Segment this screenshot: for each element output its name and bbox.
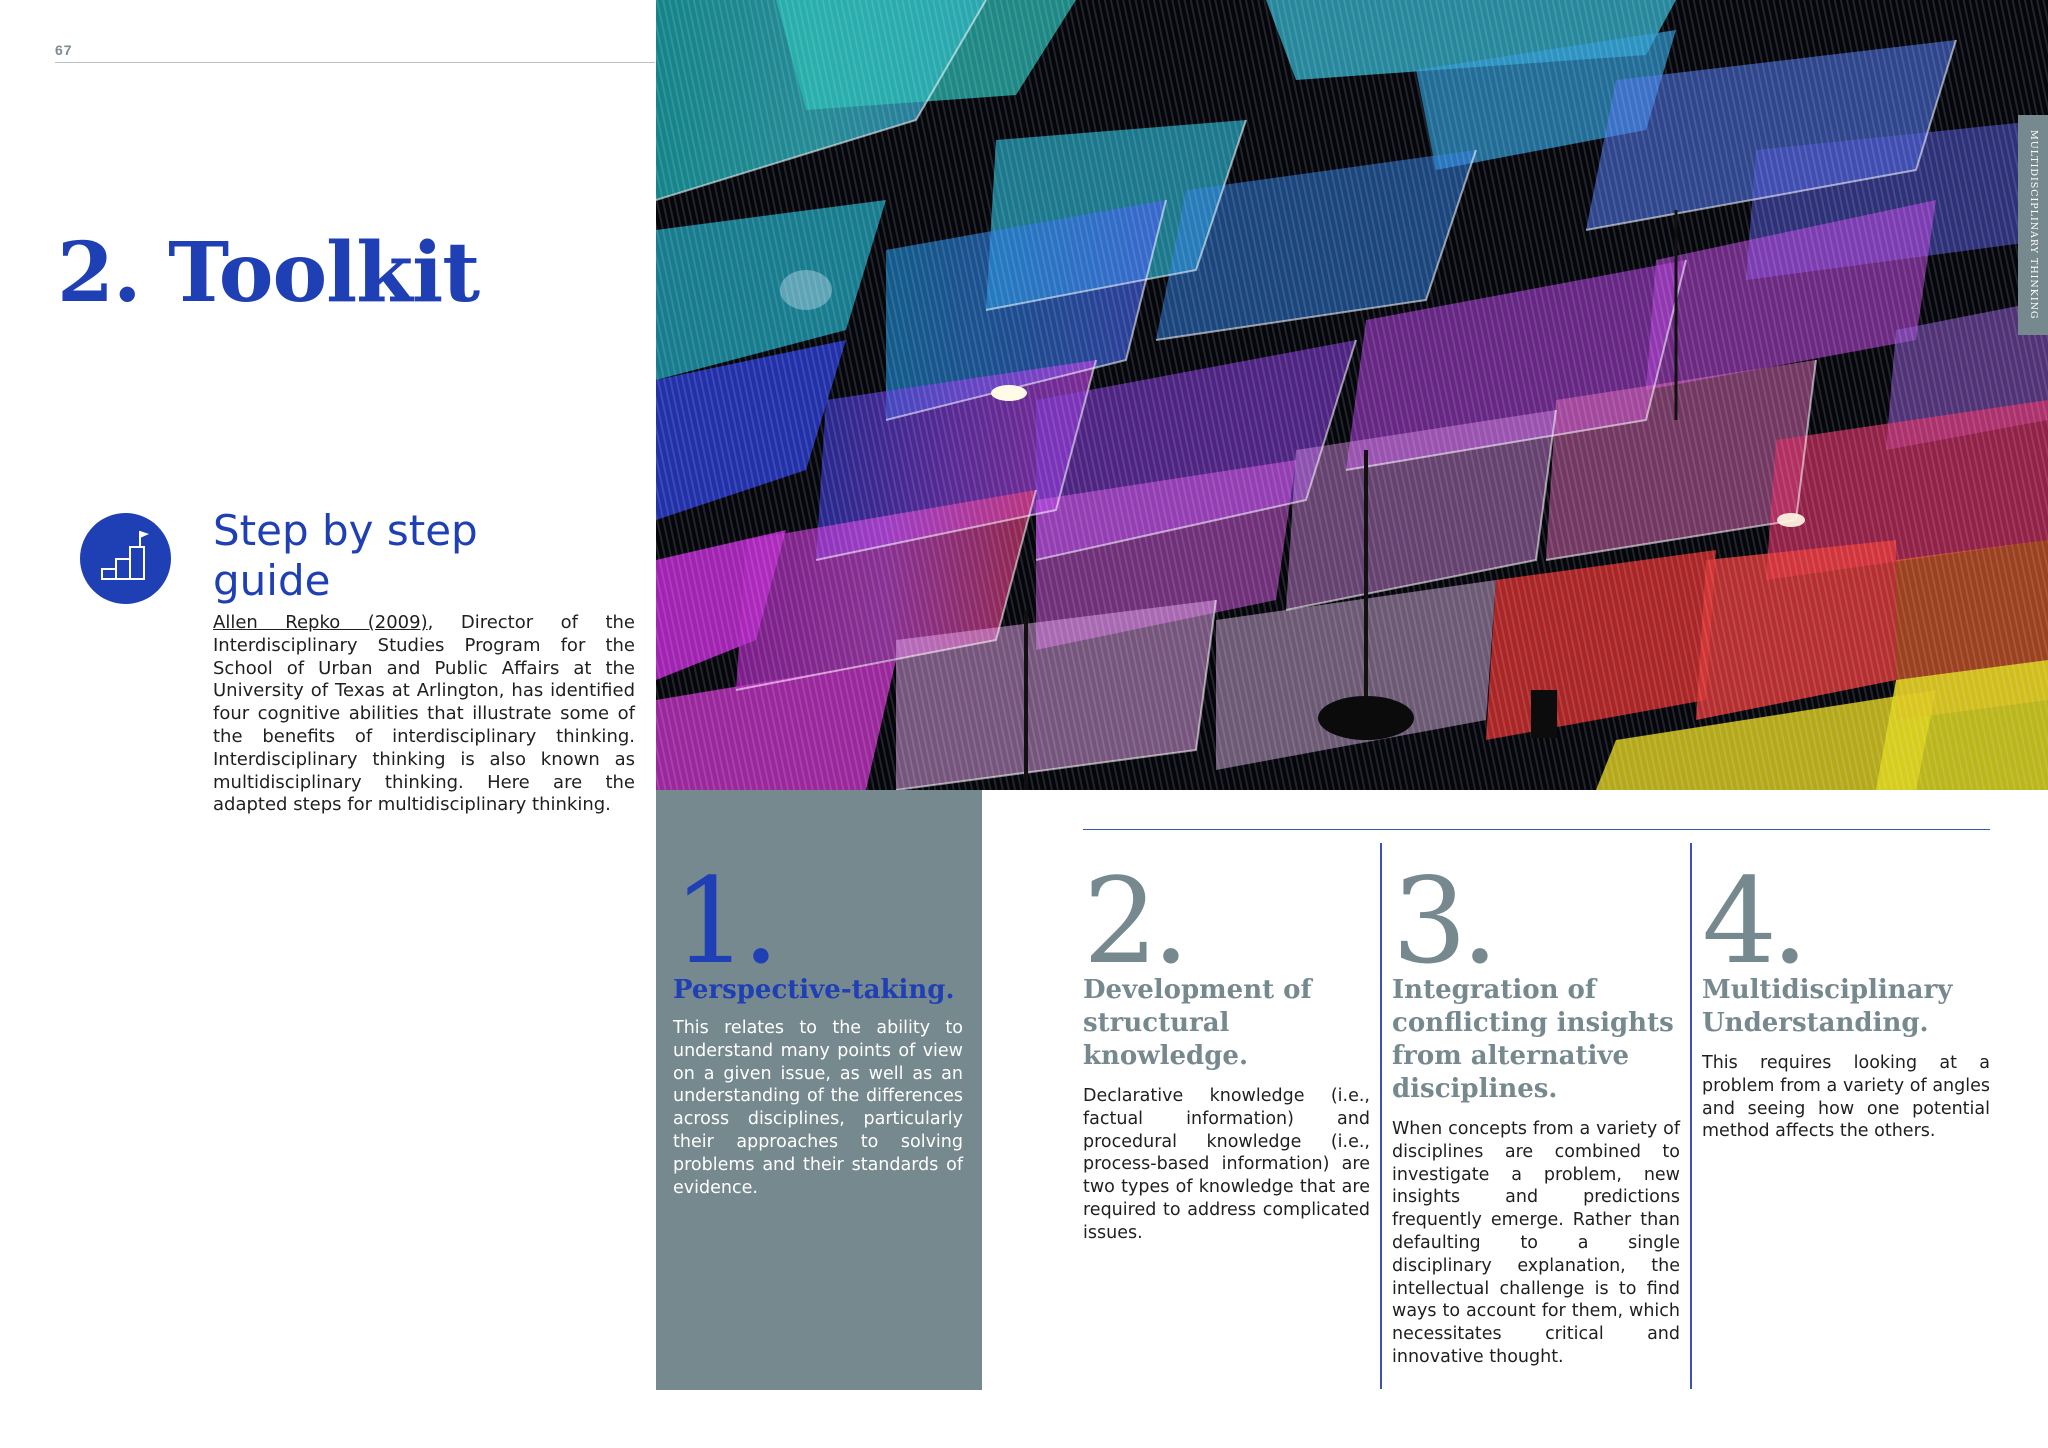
panel-texture	[656, 0, 2048, 790]
step-text: When concepts from a variety of disciplines are combined to investigate a problem, new insights and predictions frequently emerge. Rather than defaulting to a single disciplinary explanation, the intellectual challenge is to find ways to account for them, which necessitates critical and innovative thought.	[1392, 1119, 1680, 1367]
neon-ceiling-panels-photo	[656, 0, 2048, 790]
step-number: 3.	[1392, 852, 1493, 990]
step-text: This relates to the ability to understand many points of view on a given issue, as well as an understanding of the differences across disciplines, particularly their approaches to solving problems and their standards of evidence.	[673, 1018, 963, 1198]
step-multidisciplinary-understanding	[1702, 852, 1990, 1143]
guide-icon-badge	[80, 513, 171, 604]
step-title: Perspective-taking.	[673, 975, 955, 1005]
guide-body: , Director of the Interdisciplinary Studies Program for the School of Urban and Public Affairs at the University of Texas at Arlington, has identified four cognitive abilities that illustrate some of the benefits of interdisciplinary thinking. Interdisciplinary thinking is also known as multidisciplinary thinking. Here are the adapted steps for multidisciplinary thinking.	[213, 612, 635, 816]
guide-citation: Allen Repko (2009)	[213, 612, 428, 633]
page-number: 67	[55, 42, 73, 58]
header-rule	[55, 62, 655, 63]
guide-paragraph	[213, 612, 635, 817]
step-integration	[1392, 852, 1680, 1369]
step-divider-2-3	[1380, 843, 1382, 1389]
guide-heading	[213, 506, 478, 606]
side-tab-text: MULTIDISCIPLINARY THINKING	[2028, 130, 2039, 320]
guide-heading-line-2: guide	[213, 556, 331, 605]
side-tab	[2018, 115, 2048, 335]
step-title: Development of structural knowledge.	[1083, 975, 1312, 1071]
step-text: Declarative knowledge (i.e., factual information) and procedural knowledge (i.e., process-based information) are two types of knowledge that are required to address complicated issues.	[1083, 1086, 1370, 1243]
step-number: 1.	[673, 852, 774, 990]
step-number: 4.	[1702, 852, 1803, 990]
step-structural-knowledge	[1083, 852, 1370, 1245]
guide-heading-line-1: Step by step	[213, 506, 478, 555]
stairs-flag-icon	[80, 513, 171, 604]
step-number: 2.	[1083, 852, 1184, 990]
step-title: Integration of conflicting insights from alternative disciplines.	[1392, 975, 1674, 1104]
hero-image	[656, 0, 2048, 790]
step-title: Multidisciplinary Understanding.	[1702, 975, 1953, 1038]
steps-rule	[1083, 829, 1990, 830]
step-text: This requires looking at a problem from a variety of angles and seeing how one potential method affects the others.	[1702, 1053, 1990, 1142]
step-perspective-taking	[673, 852, 963, 1199]
page-title: 2. Toolkit	[57, 225, 480, 321]
step-divider-3-4	[1690, 843, 1692, 1389]
